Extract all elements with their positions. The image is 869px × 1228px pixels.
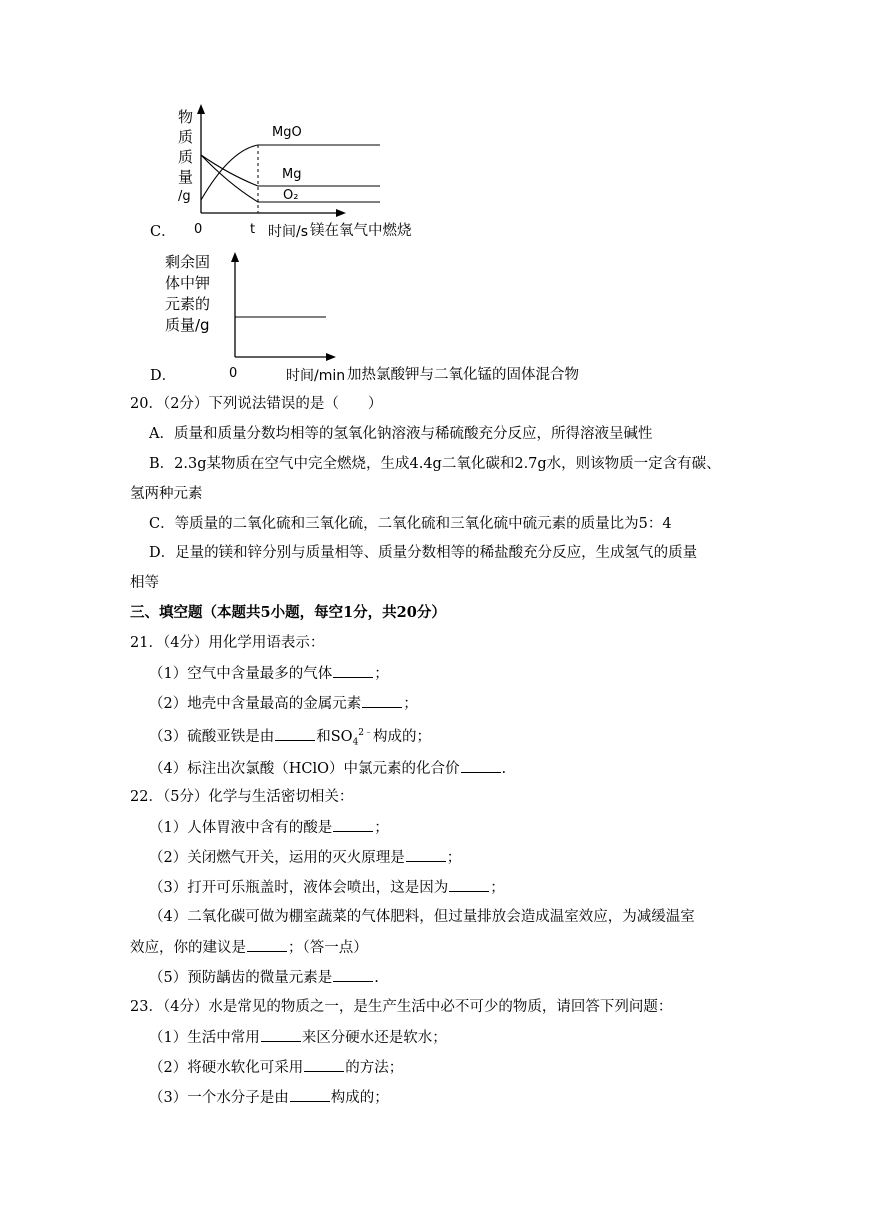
- q21-item-4: [149, 758, 506, 779]
- q21-item-2: [149, 693, 418, 714]
- chart-d-xlabel: 时间/min: [286, 368, 346, 384]
- q23-item-2-text-b: 的方法；: [345, 1060, 404, 1076]
- q22-item-3: [149, 877, 505, 898]
- q21-item-1-text: （1）空气中含量最多的气体: [149, 666, 333, 682]
- q20-option-d-line2: 相等: [130, 575, 159, 591]
- q23-item-2: [149, 1057, 403, 1078]
- q22-stem: 22．（5分）化学与生活密切相关：: [130, 789, 354, 805]
- answer-blank[interactable]: [247, 937, 287, 952]
- q20-stem: 20．（2分）下列说法错误的是（ ）: [130, 396, 383, 412]
- q21-item-2-text: （2）地壳中含量最高的金属元素: [149, 696, 362, 712]
- chart-c-ylabel-2: 质: [178, 128, 194, 146]
- answer-blank[interactable]: [461, 758, 501, 773]
- answer-blank[interactable]: [275, 726, 315, 741]
- q22-item-4-line1: （4）二氧化碳可做为棚室蔬菜的气体肥料，但过量排放会造成温室效应，为减缓温室: [149, 909, 695, 925]
- q21-item-3-text-c: 构成的；: [373, 728, 432, 745]
- q21-item-1-end: ；: [374, 666, 389, 682]
- answer-blank[interactable]: [290, 1087, 330, 1102]
- chart-c-caption: 镁在氧气中燃烧: [310, 223, 412, 239]
- q23-item-1-text-b: 来区分硬水还是软水；: [301, 1030, 447, 1046]
- q21-stem: 21．（4分）用化学用语表示：: [130, 635, 325, 651]
- chart-c-label-mgo: MgO: [272, 125, 302, 140]
- q22-item-1-text: （1）人体胃液中含有的酸是: [149, 820, 333, 836]
- q22-item-2-end: ；: [446, 850, 462, 866]
- chart-d-caption: 加热氯酸钾与二氧化锰的固体混合物: [347, 367, 579, 383]
- answer-blank[interactable]: [449, 877, 489, 892]
- answer-blank[interactable]: [333, 967, 373, 982]
- q21-item-2-end: ；: [403, 696, 418, 712]
- chart-c-t-tick: t: [250, 222, 256, 237]
- q20-option-c: C．等质量的二氧化硫和三氧化硫，二氧化硫和三氧化硫中硫元素的质量比为5：4: [149, 516, 672, 532]
- q22-item-2: [149, 847, 461, 868]
- chart-c-label-o2: O₂: [283, 188, 299, 203]
- chart-c-ylabel-4: 量: [178, 168, 194, 186]
- chart-c-ylabel-3: 质: [178, 148, 194, 166]
- q22-item-1-end: ；: [374, 820, 389, 836]
- q22-item-5-end: .: [374, 970, 379, 986]
- chart-c-label-mg: Mg: [282, 167, 302, 182]
- chart-c-ylabel-5: /g: [178, 189, 191, 204]
- q20-option-b-line2: 氢两种元素: [130, 486, 203, 502]
- q22-item-2-text: （2）关闭燃气开关，运用的灭火原理是: [149, 850, 405, 866]
- q21-so4-charge: 2﹣: [358, 728, 374, 738]
- option-d-letter: D．: [150, 368, 177, 384]
- q21-item-3: [149, 723, 431, 753]
- q23-item-3-text-a: （3）一个水分子是由: [149, 1090, 289, 1106]
- q21-item-3-text-a: （3）硫酸亚铁是由: [149, 728, 275, 745]
- chart-c-origin: 0: [194, 222, 203, 237]
- q23-item-1-text-a: （1）生活中常用: [149, 1030, 260, 1046]
- q20-option-d-line1: D．足量的镁和锌分别与质量相等、质量分数相等的稀盐酸充分反应，生成氢气的质量: [149, 545, 698, 561]
- answer-blank[interactable]: [406, 847, 446, 862]
- section-3-heading: 三、填空题（本题共5小题，每空1分，共20分）: [130, 604, 446, 621]
- q21-item-3-text-b: 和SO: [316, 728, 353, 745]
- answer-blank[interactable]: [304, 1057, 344, 1072]
- answer-blank[interactable]: [333, 663, 373, 678]
- q21-so4-subscript: 4: [352, 737, 359, 748]
- chart-d-ylabel-4: 质量/g: [165, 316, 210, 334]
- q22-item-1: [149, 817, 389, 838]
- answer-blank[interactable]: [261, 1027, 301, 1042]
- q23-item-1: [149, 1027, 447, 1048]
- q22-item-5: [149, 967, 379, 988]
- q23-stem: 23．（4分）水是常见的物质之一，是生产生活中必不可少的物质，请回答下列问题：: [130, 999, 673, 1015]
- q23-item-3-text-b: 构成的；: [330, 1090, 389, 1106]
- q21-item-1: [149, 663, 389, 684]
- q20-option-b-line1: B．2.3g某物质在空气中完全燃烧，生成4.4g二氧化碳和2.7g水，则该物质一定含有碳、: [149, 456, 721, 472]
- q21-item-4-end: .: [501, 761, 507, 777]
- q22-item-5-text: （5）预防龋齿的微量元素是: [149, 970, 333, 986]
- chart-d-potassium-mass: [160, 240, 360, 380]
- chart-c-mgo-combustion: [170, 100, 430, 240]
- chart-d-x-arrow: [326, 353, 336, 361]
- q22-item-4-end: ；（答一点）: [288, 940, 368, 956]
- chart-d-y-arrow: [231, 252, 239, 262]
- option-c-letter: C．: [150, 224, 176, 240]
- chart-c-xlabel: 时间/s: [268, 224, 309, 240]
- q22-item-3-text: （3）打开可乐瓶盖时，液体会喷出，这是因为: [149, 880, 449, 896]
- answer-blank[interactable]: [333, 817, 373, 832]
- chart-d-origin: 0: [229, 366, 238, 380]
- chart-c-y-arrow: [197, 104, 205, 114]
- q20-option-a: A．质量和质量分数均相等的氢氧化钠溶液与稀硫酸充分反应，所得溶液呈碱性: [149, 426, 653, 442]
- chart-c-x-arrow: [336, 209, 346, 217]
- q22-item-4-line2: [130, 937, 368, 958]
- q21-item-4-text: （4）标注出次氯酸（HClO）中氯元素的化合价: [149, 761, 460, 777]
- q23-item-3: [149, 1087, 389, 1108]
- q22-item-4-text: 效应，你的建议是: [130, 940, 246, 956]
- q22-item-3-end: ；: [490, 880, 505, 896]
- chart-d-ylabel-1: 剩余固: [165, 253, 211, 271]
- chart-c-ylabel-1: 物: [178, 108, 194, 126]
- chart-d-ylabel-2: 体中钾: [165, 274, 211, 292]
- answer-blank[interactable]: [362, 693, 402, 708]
- chart-d-ylabel-3: 元素的: [165, 295, 211, 313]
- q23-item-2-text-a: （2）将硬水软化可采用: [149, 1060, 304, 1076]
